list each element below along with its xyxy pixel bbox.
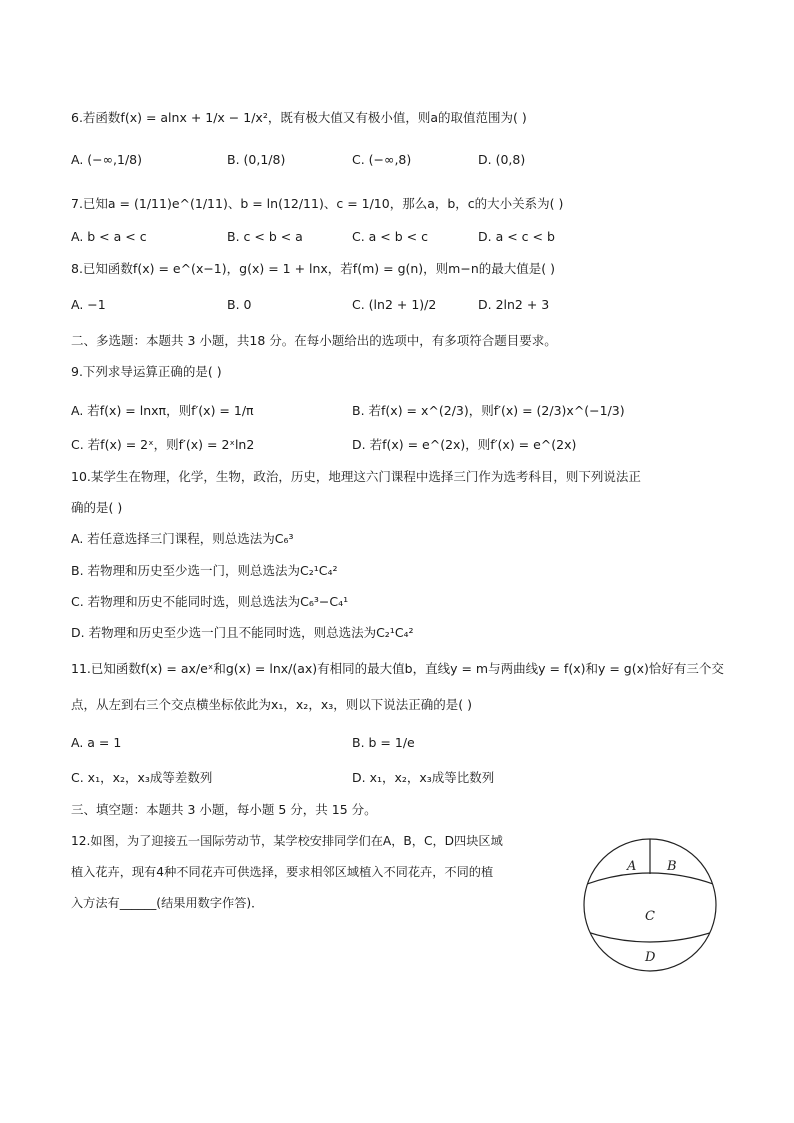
q11-option-a: A. a = 1: [71, 735, 122, 750]
q6-option-c: C. (−∞,8): [352, 152, 412, 167]
q6-option-a: A. (−∞,1/8): [71, 152, 143, 167]
q9-option-b: B. 若f(x) = x^(2/3)，则f′(x) = (2/3)x^(−1/3): [352, 403, 625, 418]
q10-stem-line1: 10.某学生在物理，化学，生物，政治，历史，地理这六门课程中选择三门作为选考科目，则下列说法正: [71, 469, 641, 484]
q6-option-b: B. (0,1/8): [227, 152, 286, 167]
section-2-heading: 二、多选题：本题共 3 小题，共18 分。在每小题给出的选项中，有多项符合题目要求。: [71, 333, 557, 348]
q9-option-a: A. 若f(x) = lnxπ，则f′(x) = 1/π: [71, 403, 254, 418]
region-label-a: A: [627, 859, 637, 874]
region-diagram: [582, 833, 718, 977]
q9-option-c: C. 若f(x) = 2ˣ，则f′(x) = 2ˣln2: [71, 437, 255, 452]
q8-option-b: B. 0: [227, 297, 252, 312]
q11-stem-line1: 11.已知函数f(x) = ax/eˣ和g(x) = lnx/(ax)有相同的最大值b，直线y = m与两曲线y = f(x)和y = g(x)恰好有三个交: [71, 661, 724, 676]
region-label-d: D: [645, 950, 656, 965]
q11-option-c: C. x₁，x₂，x₃成等差数列: [71, 770, 213, 785]
region-label-b: B: [667, 859, 677, 874]
section-3-heading: 三、填空题：本题共 3 小题，每小题 5 分，共 15 分。: [71, 802, 377, 817]
q12-line1: 12.如图，为了迎接五一国际劳动节，某学校安排同学们在A，B，C，D四块区域: [71, 834, 503, 848]
q9-stem: 9.下列求导运算正确的是( ): [71, 364, 222, 379]
q6-stem: 6.若函数f(x) = alnx + 1/x − 1/x²，既有极大值又有极小值，则a的取值范围为( ): [71, 110, 527, 125]
q11-option-d: D. x₁，x₂，x₃成等比数列: [352, 770, 495, 785]
q10-option-d: D. 若物理和历史至少选一门且不能同时选，则总选法为C₂¹C₄²: [71, 625, 414, 640]
q11-stem-line2: 点，从左到右三个交点横坐标依此为x₁，x₂，x₃，则以下说法正确的是( ): [71, 697, 472, 712]
q6-option-d: D. (0,8): [478, 152, 526, 167]
q10-option-a: A. 若任意选择三门课程，则总选法为C₆³: [71, 531, 294, 546]
q8-option-c: C. (ln2 + 1)/2: [352, 297, 437, 312]
q7-option-d: D. a < c < b: [478, 229, 555, 244]
q12-line2: 植入花卉，现有4种不同花卉可供选择，要求相邻区域植入不同花卉，不同的植: [71, 865, 494, 879]
q7-option-c: C. a < b < c: [352, 229, 428, 244]
q10-option-c: C. 若物理和历史不能同时选，则总选法为C₆³−C₄¹: [71, 594, 349, 609]
lower-arc: [584, 931, 716, 942]
q11-option-b: B. b = 1/e: [352, 735, 415, 750]
upper-arc: [584, 873, 716, 885]
region-label-c: C: [645, 909, 655, 924]
q7-stem: 7.已知a = (1/11)e^(1/11)、b = ln(12/11)、c = 1/10，那么a，b，c的大小关系为( ): [71, 196, 564, 211]
q8-stem: 8.已知函数f(x) = e^(x−1)，g(x) = 1 + lnx，若f(m) = g(n)，则m−n的最大值是( ): [71, 261, 555, 276]
q10-stem-line2: 确的是( ): [71, 500, 123, 515]
q9-option-d: D. 若f(x) = e^(2x)，则f′(x) = e^(2x): [352, 437, 577, 452]
q12-line3: 入方法有______(结果用数字作答)．: [71, 896, 264, 910]
q7-option-a: A. b < a < c: [71, 229, 147, 244]
q7-option-b: B. c < b < a: [227, 229, 303, 244]
q8-option-d: D. 2ln2 + 3: [478, 297, 550, 312]
q10-option-b: B. 若物理和历史至少选一门，则总选法为C₂¹C₄²: [71, 563, 338, 578]
q8-option-a: A. −1: [71, 297, 106, 312]
